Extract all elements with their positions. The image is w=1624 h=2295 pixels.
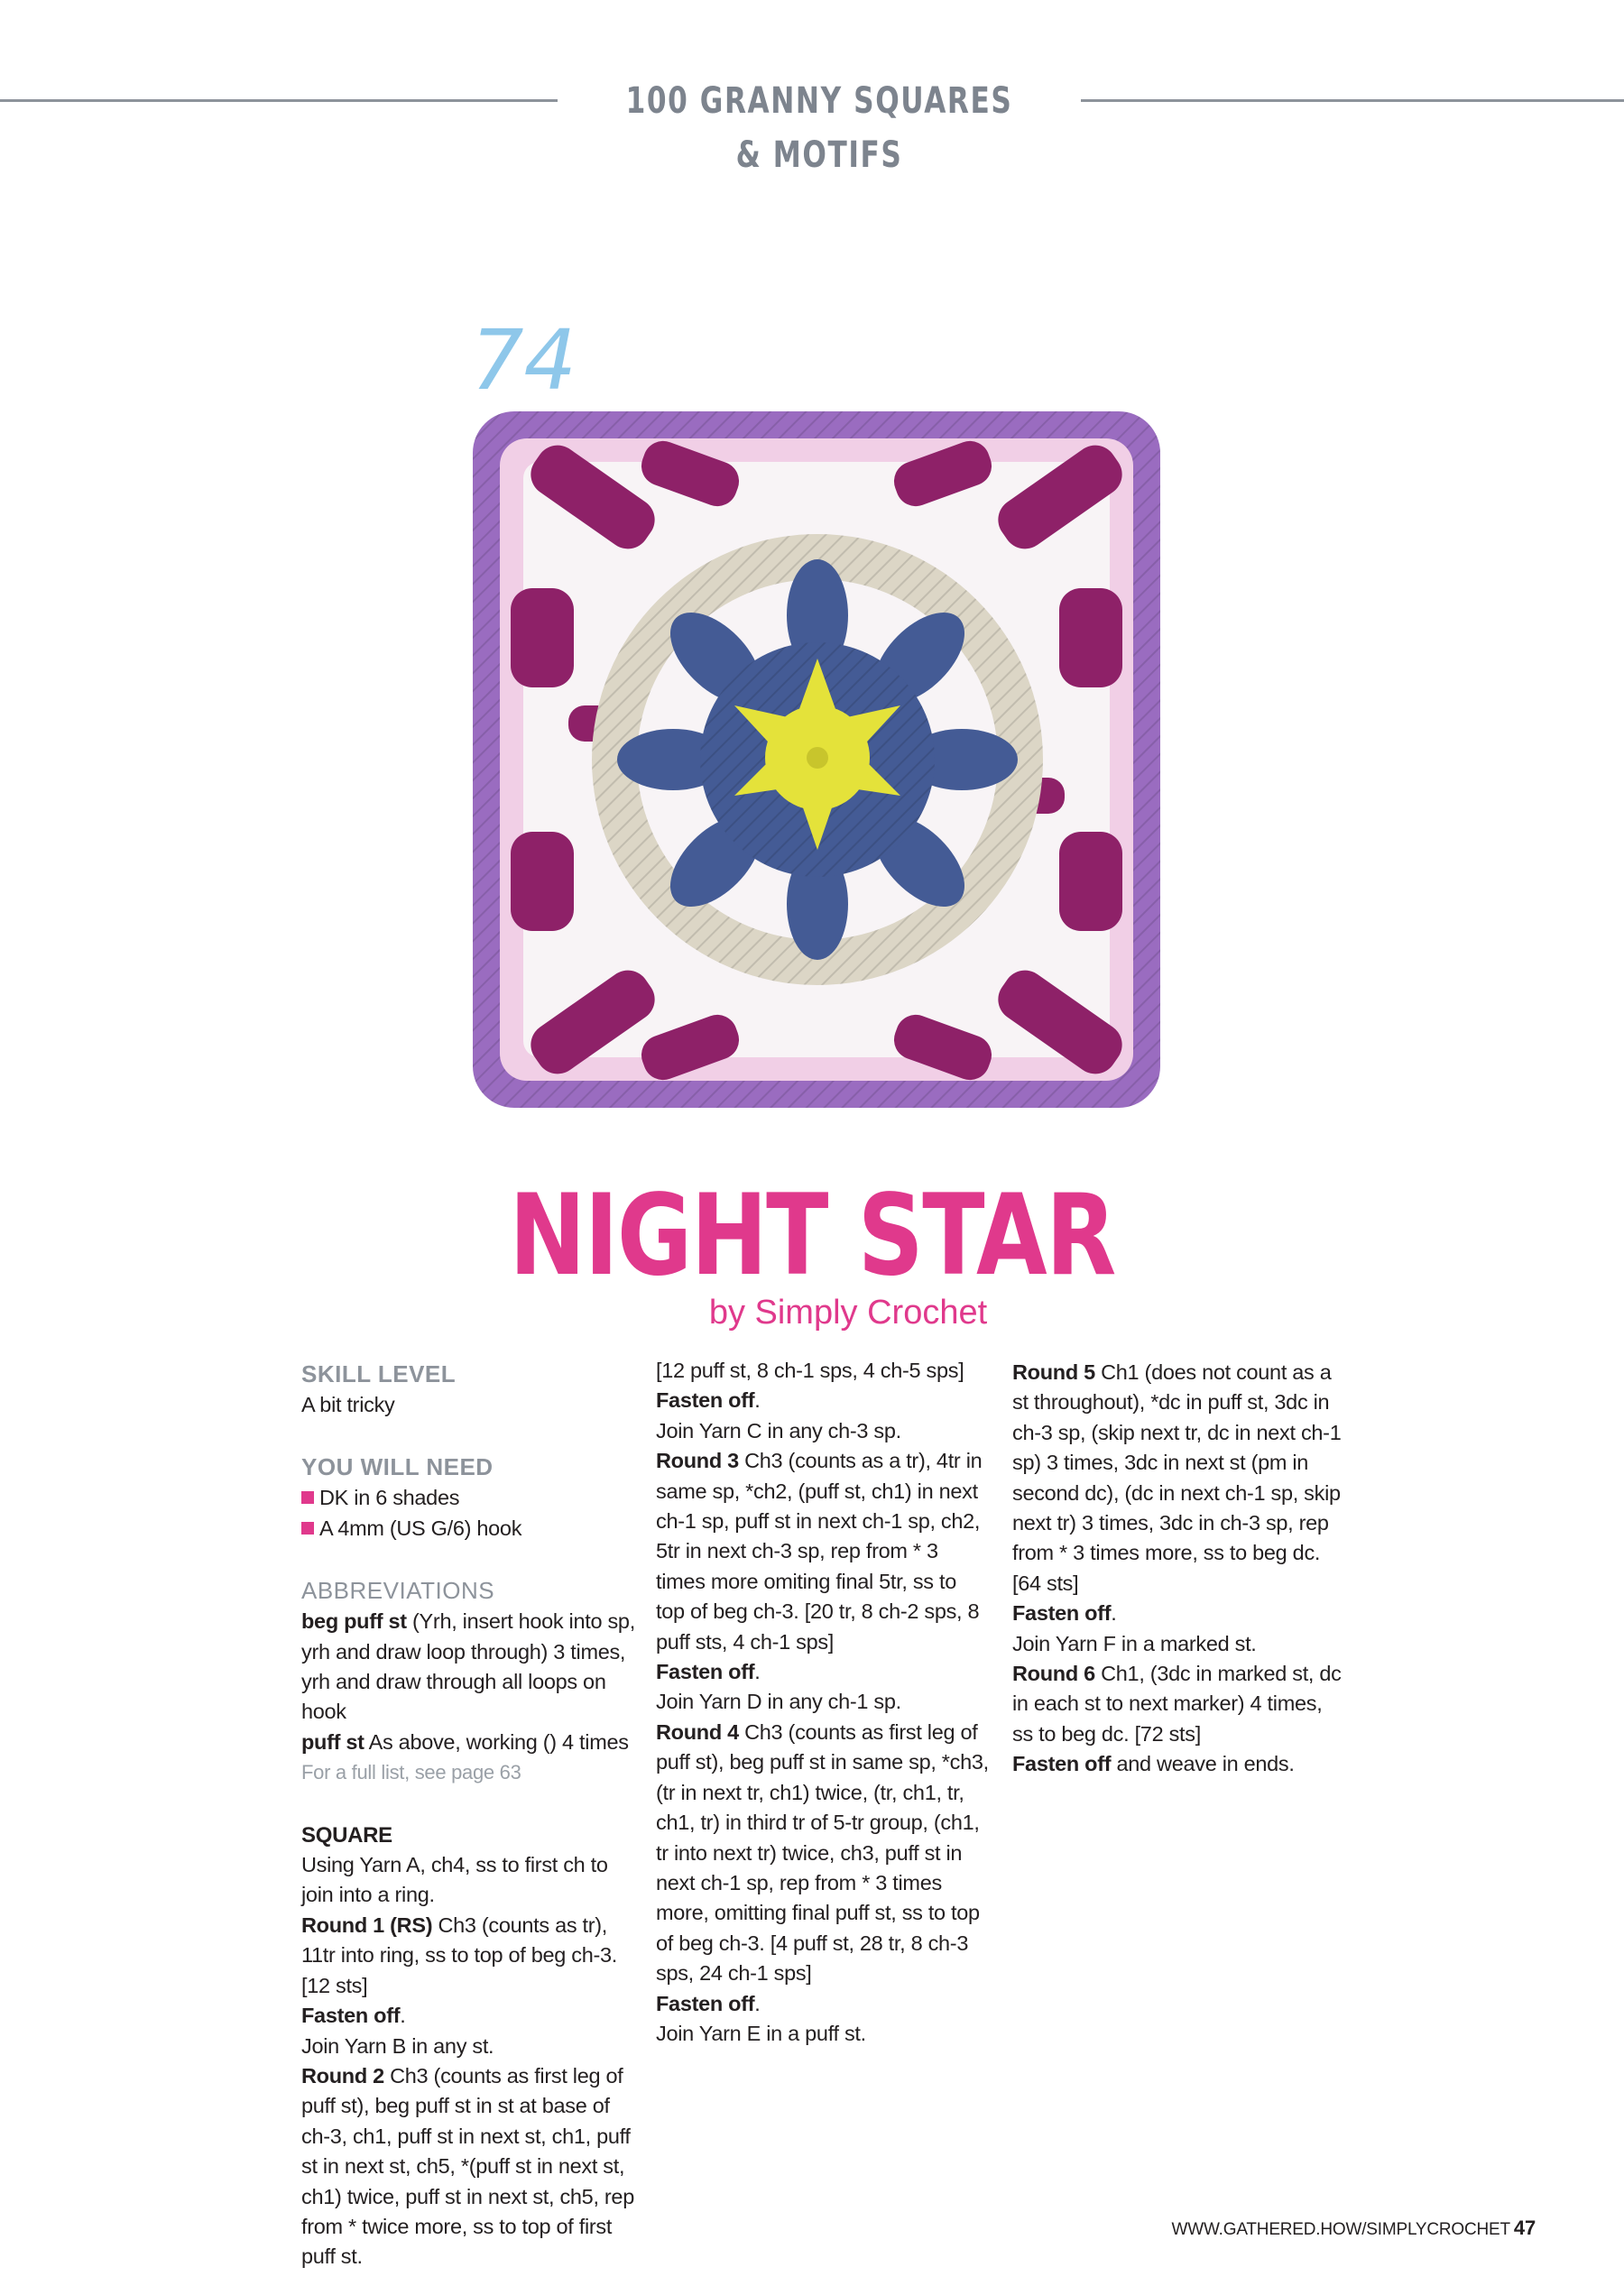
skill-level-heading: SKILL LEVEL <box>301 1360 457 1387</box>
column-1 <box>301 1358 637 2272</box>
footer-url: WWW.GATHERED.HOW/SIMPLYCROCHET <box>1171 2220 1510 2239</box>
header-rule-left <box>0 99 558 102</box>
round-3: Round 3 Ch3 (counts as a tr), 4tr in same sp, *ch2, (puff st, ch1) in next ch-1 sp, puff st in next ch-1 sp, ch2, 5tr in next ch-3 sp, rep from * 3 times more omiting final 5tr, ss to top of beg ch-3. [20 tr, 8 ch-2 sps, 8 puff sts, 4 ch-1 sps] <box>656 1449 983 1654</box>
fasten-off: Fasten off. <box>656 1660 761 1684</box>
round-6: Round 6 Ch1, (3dc in marked st, dc in each st to next marker) 4 times, ss to beg dc. [72 sts] <box>1012 1662 1342 1746</box>
pattern-byline: by Simply Crochet <box>708 1294 988 1332</box>
join-yarn-b: Join Yarn B in any st. <box>301 2033 494 2058</box>
header-rule-right <box>1081 99 1624 102</box>
abbr-beg-puff: beg puff st (Yrh, insert hook into sp, yrh and draw loop through) 3 times, yrh and draw through all loops on hook <box>301 1609 635 1724</box>
column-2 <box>656 1356 990 2049</box>
abbr-puff: puff st As above, working () 4 times <box>301 1729 629 1754</box>
need-item: A 4mm (US G/6) hook <box>301 1514 637 1544</box>
fasten-off: Fasten off. <box>656 1991 761 2015</box>
header-title: 100 GRANNY SQUARES & MOTIFS <box>625 80 1013 176</box>
round-4: Round 4 Ch3 (counts as first leg of puff st), beg puff st in same sp, *ch3, (tr in next tr, ch1) twice, (tr, ch1, tr, ch1, tr) in third tr of 5-tr group, (ch1, tr into next tr) twice, ch3, puff st in next ch-1 sp, rep from * 3 times more, omitting final puff st, ss to top of beg ch-3. [4 puff st, 28 tr, 8 ch-3 sps, 24 ch-1 sps] <box>656 1719 989 1986</box>
round-2-count: [12 puff st, 8 ch-1 sps, 4 ch-5 sps] <box>656 1359 964 1382</box>
abbr-note: For a full list, see page 63 <box>301 1761 521 1784</box>
pattern-title: NIGHT STAR <box>509 1171 1115 1301</box>
join-yarn-e: Join Yarn E in a puff st. <box>656 2021 866 2045</box>
fasten-off: Fasten off. <box>301 2004 406 2028</box>
fasten-off: Fasten off. <box>656 1388 761 1413</box>
footer <box>1172 2217 1536 2240</box>
page-number: 47 <box>1513 2217 1536 2239</box>
skill-level-value: A bit tricky <box>301 1393 395 1416</box>
granny-square-photo <box>469 408 1164 1111</box>
join-yarn-c: Join Yarn C in any ch-3 sp. <box>656 1418 901 1442</box>
need-item: DK in 6 shades <box>301 1483 637 1513</box>
round-1: Round 1 (RS) Ch3 (counts as tr), 11tr into ring, ss to top of beg ch-3. [12 sts] <box>301 1912 618 1997</box>
pattern-number: 74 <box>471 312 577 409</box>
round-2: Round 2 Ch3 (counts as first leg of puff st), beg puff st in st at base of ch-3, ch1, puff st in next st, ch1, puff st in next st, ch5, *(puff st in next st, ch1) twice, puff st in next st, ch5, rep from * twice more, ss to top of first puff st. <box>301 2063 634 2269</box>
column-3 <box>1012 1358 1346 1780</box>
fasten-off: Fasten off. <box>1012 1601 1117 1626</box>
square-heading: SQUARE <box>301 1822 392 1848</box>
bullet-icon <box>301 1491 314 1504</box>
final-instruction: Fasten off and weave in ends. <box>1012 1752 1295 1776</box>
you-will-need-heading: YOU WILL NEED <box>301 1453 494 1481</box>
join-yarn-f: Join Yarn F in a marked st. <box>1012 1631 1257 1655</box>
abbreviations-heading: ABBREVIATIONS <box>301 1577 495 1605</box>
bullet-icon <box>301 1522 314 1535</box>
square-intro: Using Yarn A, ch4, ss to first ch to join into a ring. <box>301 1853 608 1907</box>
join-yarn-d: Join Yarn D in any ch-1 sp. <box>656 1690 901 1714</box>
round-5: Round 5 Ch1 (does not count as a st throughout), *dc in puff st, 3dc in ch-3 sp, (skip next tr, dc in next ch-1 sp) 3 times, 3dc in next st (pm in second dc), (dc in next ch-1 sp, skip next tr) 3 times, 3dc in ch-3 sp, rep from * 3 times more, ss to beg dc. [64 sts] <box>1012 1360 1342 1595</box>
